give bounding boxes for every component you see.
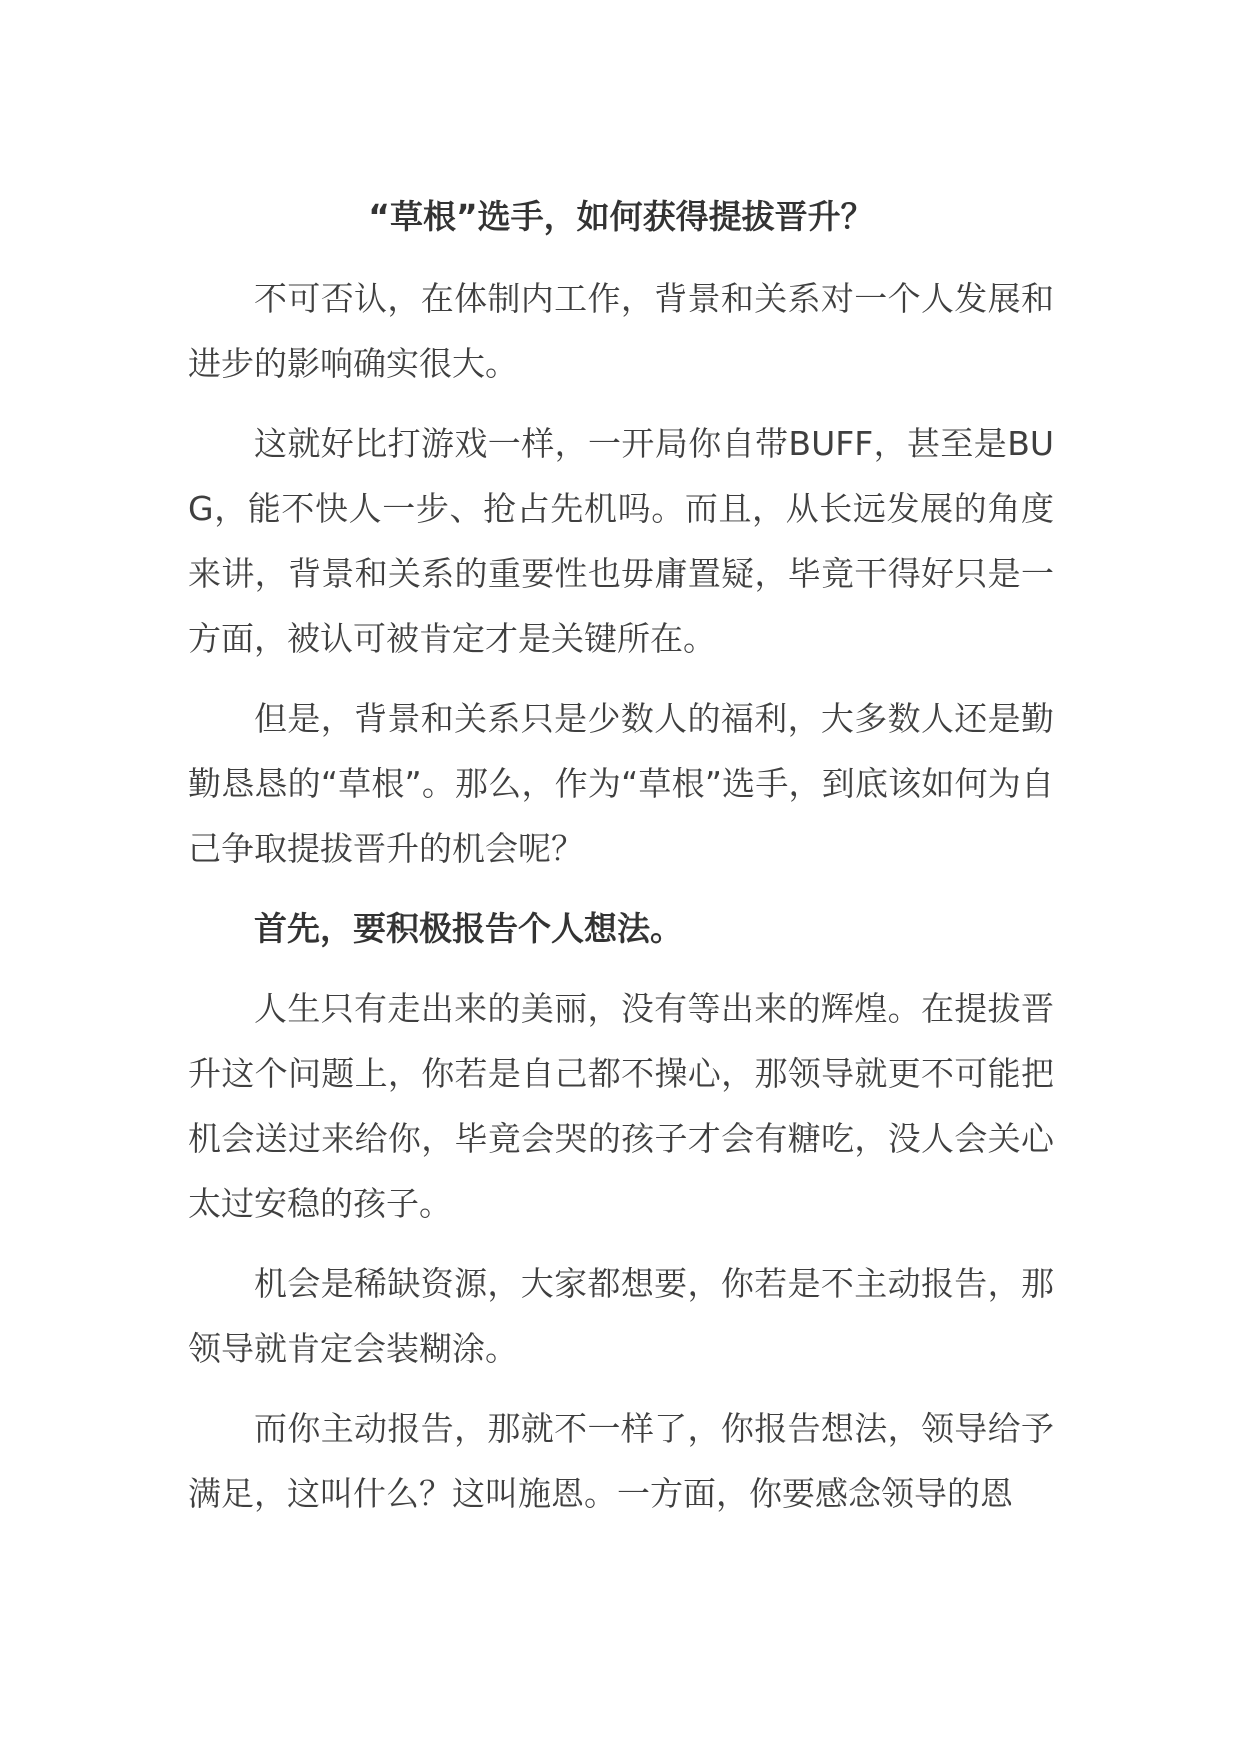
paragraph: 机会是稀缺资源，大家都想要，你若是不主动报告，那领导就肯定会装糊涂。	[188, 1264, 1054, 1368]
paragraph: 但是，背景和关系只是少数人的福利，大多数人还是勤勤恳恳的“草根”。那么，作为“草根”选手，到底该如何为自己争取提拔晋升的机会呢？	[188, 699, 1054, 868]
paragraph: 不可否认，在体制内工作，背景和关系对一个人发展和进步的影响确实很大。	[188, 279, 1054, 383]
document-body	[188, 188, 1054, 1541]
section-heading: 首先，要积极报告个人想法。	[254, 909, 683, 948]
document-title: “草根”选手，如何获得提拔晋升？	[368, 197, 874, 236]
paragraph: 人生只有走出来的美丽，没有等出来的辉煌。在提拔晋升这个问题上，你若是自己都不操心，那领导就更不可能把机会送过来给你，毕竟会哭的孩子才会有糖吃，没人会关心太过安稳的孩子。	[188, 989, 1054, 1223]
paragraph: 这就好比打游戏一样，一开局你自带BUFF，甚至是BUG，能不快人一步、抢占先机吗。而且，从长远发展的角度来讲，背景和关系的重要性也毋庸置疑，毕竟干得好只是一方面，被认可被肯定才是关键所在。	[188, 424, 1054, 658]
paragraph: 而你主动报告，那就不一样了，你报告想法，领导给予满足，这叫什么？这叫施恩。一方面，你要感念领导的恩	[188, 1409, 1054, 1513]
